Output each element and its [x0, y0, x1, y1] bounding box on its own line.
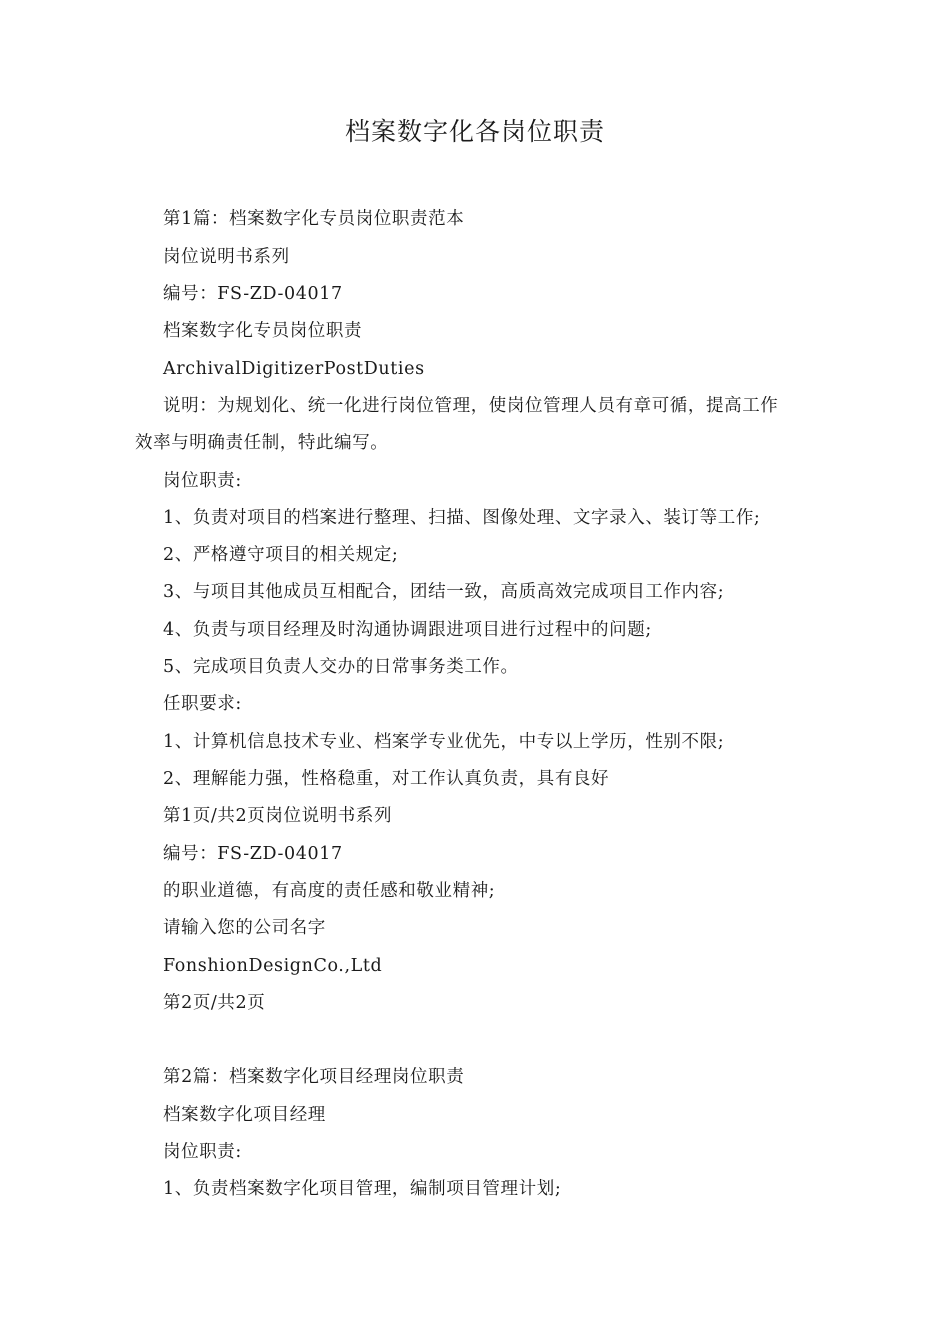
paragraph-line: 请输入您的公司名字	[163, 918, 326, 938]
paragraph-line: 岗位职责:	[163, 471, 242, 491]
paragraph-line: ArchivalDigitizerPostDuties	[163, 359, 425, 379]
list-item: 1、计算机信息技术专业、档案学专业优先，中专以上学历，性别不限;	[163, 732, 725, 752]
paragraph-line: 说明：为规划化、统一化进行岗位管理，使岗位管理人员有章可循，提高工作	[163, 396, 779, 416]
paragraph-line: 档案数字化专员岗位职责	[163, 321, 363, 341]
list-item: 3、与项目其他成员互相配合，团结一致，高质高效完成项目工作内容;	[163, 582, 725, 602]
paragraph-line: 的职业道德，有高度的责任感和敬业精神;	[163, 881, 496, 901]
paragraph-line: 效率与明确责任制，特此编写。	[135, 433, 389, 453]
document-title: 档案数字化各岗位职责	[344, 117, 605, 146]
paragraph-line: 编号：FS-ZD-04017	[163, 844, 343, 864]
paragraph-line: 第2页/共2页	[163, 993, 266, 1013]
list-item: 2、严格遵守项目的相关规定;	[163, 545, 399, 565]
paragraph-line: 档案数字化项目经理	[163, 1105, 326, 1125]
list-item: 2、理解能力强，性格稳重，对工作认真负责，具有良好	[163, 769, 610, 789]
list-item: 5、完成项目负责人交办的日常事务类工作。	[163, 657, 519, 677]
section-2-heading: 第2篇：档案数字化项目经理岗位职责	[163, 1067, 465, 1087]
paragraph-line: 第1页/共2页岗位说明书系列	[163, 806, 393, 826]
list-item: 1、负责对项目的档案进行整理、扫描、图像处理、文字录入、装订等工作;	[163, 508, 761, 528]
paragraph-line: 编号：FS-ZD-04017	[163, 284, 343, 304]
list-item: 1、负责档案数字化项目管理，编制项目管理计划;	[163, 1179, 562, 1199]
paragraph-line: 岗位职责:	[163, 1142, 242, 1162]
paragraph-line: 岗位说明书系列	[163, 247, 290, 267]
paragraph-line: 任职要求:	[163, 694, 242, 714]
list-item: 4、负责与项目经理及时沟通协调跟进项目进行过程中的问题;	[163, 620, 652, 640]
paragraph-line: FonshionDesignCo.,Ltd	[163, 956, 383, 976]
section-1-heading: 第1篇：档案数字化专员岗位职责范本	[163, 209, 465, 229]
